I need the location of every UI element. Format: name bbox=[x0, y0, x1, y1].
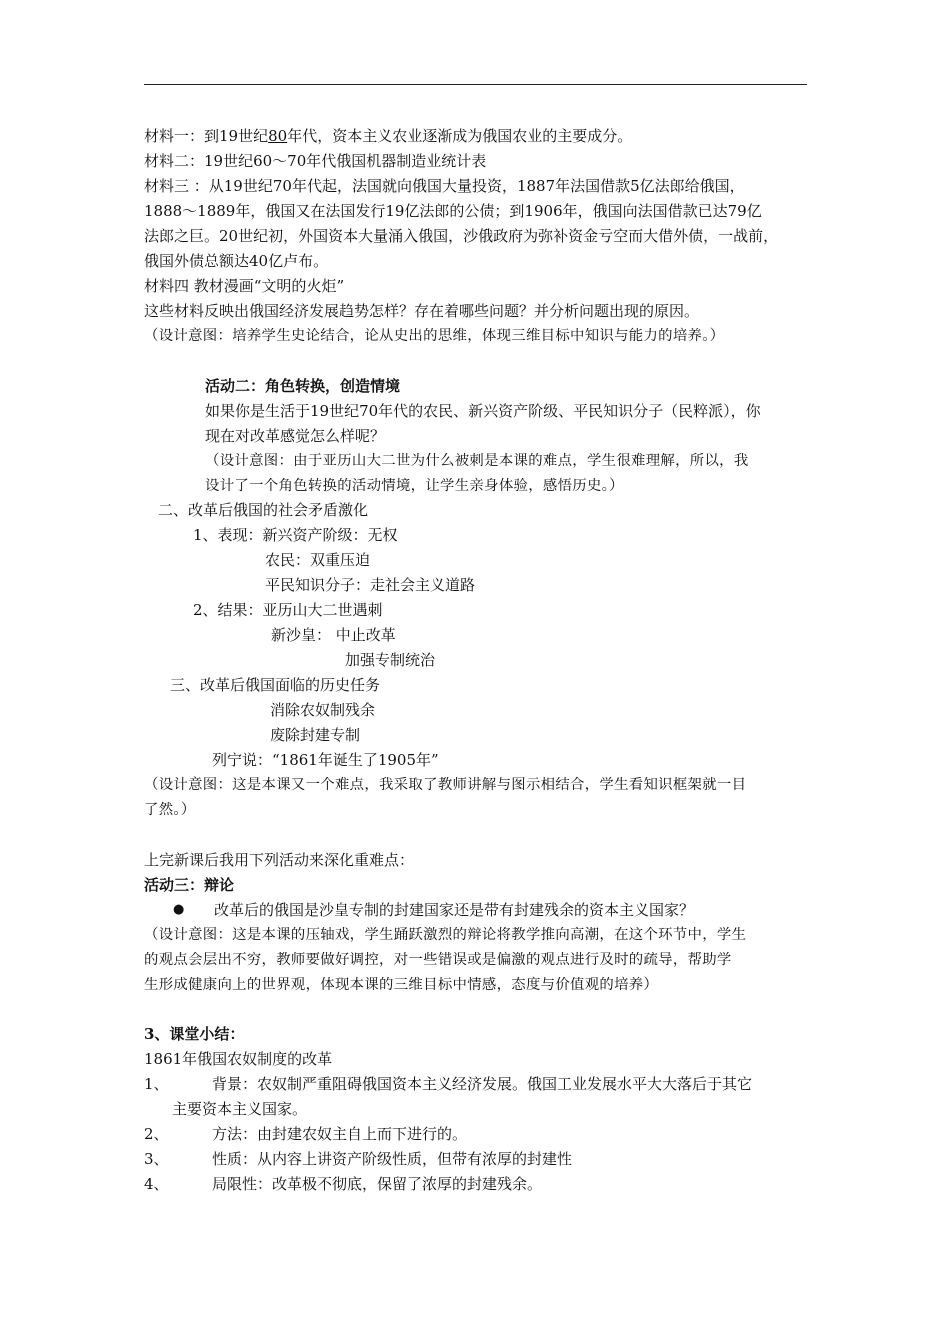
activity-2-intent-2: 设计了一个角色转换的活动情境，让学生亲身体验，感悟历史。） bbox=[205, 478, 624, 494]
section-2-point-2b: 新沙皇： 中止改革 bbox=[271, 626, 396, 644]
activity-2-line-1: 如果你是生活于19世纪70年代的农民、新兴资产阶级、平民知识分子（民粹派），你 bbox=[205, 402, 761, 420]
summary-item-text: 局限性：改革极不彻底，保留了浓厚的封建残余。 bbox=[212, 1175, 543, 1193]
section-3-task-2: 废除封建专制 bbox=[270, 726, 361, 744]
activity-2-title: 活动二：角色转换，创造情境 bbox=[205, 377, 401, 395]
section-2-point-2: 2、结果：亚历山大二世遇刺 bbox=[193, 601, 383, 619]
material-4: 材料四 教材漫画“文明的火炬” bbox=[144, 277, 345, 295]
summary-item-text: 性质：从内容上讲资产阶级性质，但带有浓厚的封建性 bbox=[212, 1150, 573, 1168]
summary-item-number: 2、 bbox=[144, 1125, 169, 1143]
material-3-line-3: 法郎之巨。20世纪初，外国资本大量涌入俄国，沙俄政府为弥补资金亏空而大借外债，一战前， bbox=[144, 227, 779, 245]
summary-item-number: 1、 bbox=[144, 1075, 169, 1093]
material-3-line-2: 1888～1889年，俄国又在法国发行19亿法郎的公债；到1906年，俄国向法国借款已达79亿 bbox=[144, 202, 762, 220]
summary-title: 3、课堂小结： bbox=[144, 1025, 245, 1043]
activity-3-lead: 上完新课后我用下列活动来深化重难点： bbox=[144, 851, 415, 869]
summary-item-text: 背景：农奴制严重阻碍俄国资本主义经济发展。俄国工业发展水平大大落后于其它 bbox=[212, 1075, 753, 1093]
activity-3-intent-2: 的观点会层出不穷，教师要做好调控，对一些错误或是偏激的观点进行及时的疏导，帮助学 bbox=[144, 952, 732, 968]
activity-2-line-2: 现在对改革感觉怎么样呢？ bbox=[205, 427, 386, 445]
section-2-heading: 二、改革后俄国的社会矛盾激化 bbox=[158, 501, 369, 519]
section-2-point-1c: 平民知识分子：走社会主义道路 bbox=[265, 576, 476, 594]
summary-item-text: 方法：由封建农奴主自上而下进行的。 bbox=[212, 1125, 468, 1143]
bullet-icon: ● bbox=[173, 902, 185, 917]
section-3-task-1: 消除农奴制残余 bbox=[270, 701, 376, 719]
materials-question: 这些材料反映出俄国经济发展趋势怎样？存在着哪些问题？并分析问题出现的原因。 bbox=[144, 302, 700, 320]
underlined-number: 80 bbox=[268, 127, 288, 145]
debate-question: 改革后的俄国是沙皇专制的封建国家还是带有封建残余的资本主义国家？ bbox=[214, 901, 695, 919]
activity-3-intent-1: （设计意图：这是本课的压轴戏，学生踊跃激烈的辩论将教学推向高潮，在这个环节中，学生 bbox=[144, 927, 747, 943]
material-3-line-1: 材料三 ：从19世纪70年代起，法国就向俄国大量投资，1887年法国借款5亿法郎给俄国， bbox=[144, 177, 745, 195]
material-2: 材料二：19世纪60～70年代俄国机器制造业统计表 bbox=[144, 152, 487, 170]
summary-item-number: 3、 bbox=[144, 1150, 169, 1168]
section-2-point-2c: 加强专制统治 bbox=[345, 651, 436, 669]
header-rule bbox=[144, 84, 807, 85]
section-3-intent-2: 了然。） bbox=[144, 802, 196, 818]
material-1: 材料一：到19世纪80年代，资本主义农业逐渐成为俄国农业的主要成分。 bbox=[144, 127, 633, 145]
summary-item-continuation: 主要资本主义国家。 bbox=[172, 1100, 308, 1118]
section-3-intent-1: （设计意图：这是本课又一个难点，我采取了教师讲解与图示相结合，学生看知识框架就一目 bbox=[144, 777, 747, 793]
lenin-quote: 列宁说：“1861年诞生了1905年” bbox=[212, 751, 439, 769]
material-3-line-4: 俄国外债总额达40亿卢布。 bbox=[144, 252, 329, 270]
section-2-point-1b: 农民：双重压迫 bbox=[265, 551, 371, 569]
design-intent-1: （设计意图：培养学生史论结合，论从史出的思维，体现三维目标中知识与能力的培养。） bbox=[144, 328, 725, 344]
activity-2-intent-1: （设计意图：由于亚历山大二世为什么被刺是本课的难点，学生很难理解，所以，我 bbox=[205, 453, 749, 469]
section-2-point-1: 1、表现：新兴资产阶级：无权 bbox=[193, 526, 398, 544]
activity-3-intent-3: 生形成健康向上的世界观，体现本课的三维目标中情感，态度与价值观的培养） bbox=[144, 977, 659, 993]
summary-item-number: 4、 bbox=[144, 1175, 169, 1193]
summary-subtitle: 1861年俄国农奴制度的改革 bbox=[144, 1050, 333, 1068]
activity-3-title: 活动三：辩论 bbox=[144, 876, 235, 894]
section-3-heading: 三、改革后俄国面临的历史任务 bbox=[170, 676, 381, 694]
